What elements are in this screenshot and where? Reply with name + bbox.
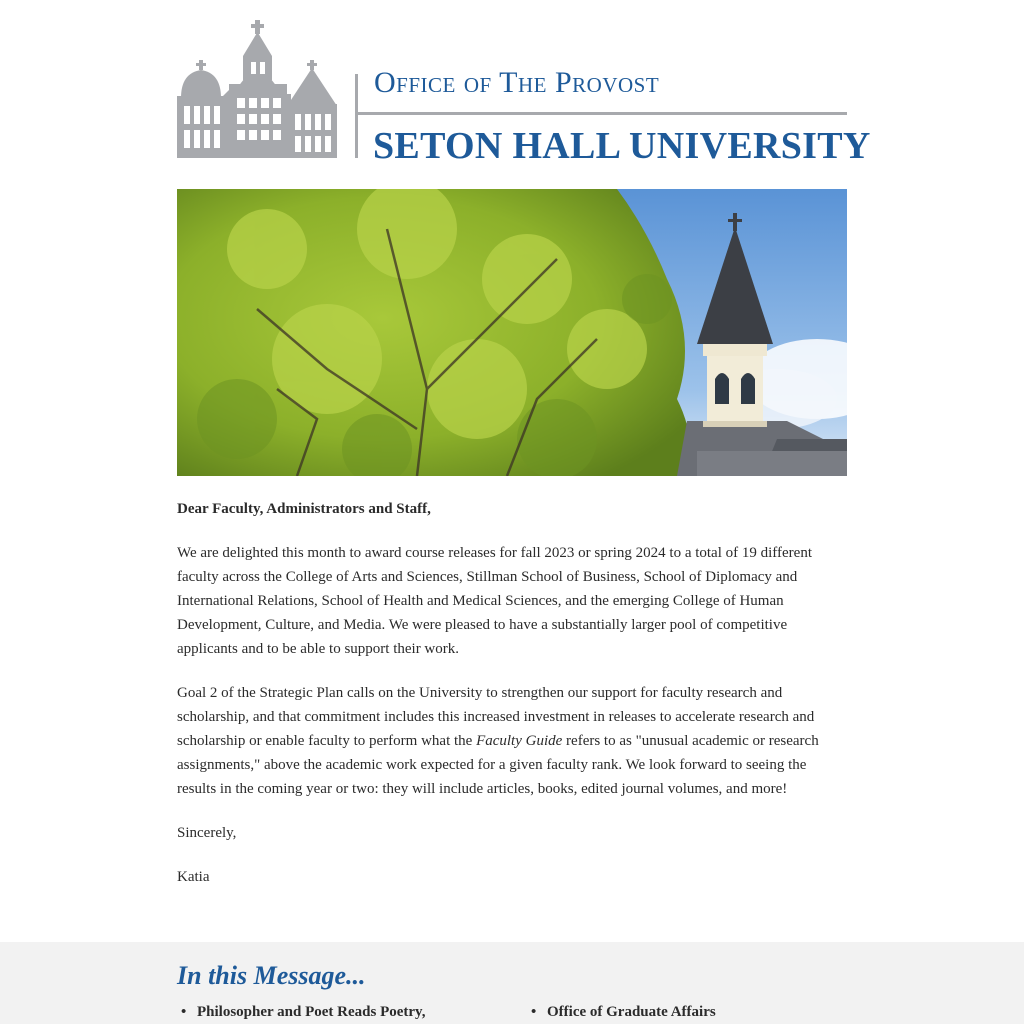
paragraph-course-releases: We are delighted this month to award course releases for fall 2023 or spring 2024 to a total of 19 different faculty across the College of Arts and Sciences, Stillman School of Business, School of Diplomacy and International Relations, School of Health and Medical Sciences, and the emerging College of Human Development, Culture, and Media. We were pleased to have a substantially larger pool of competitive applicants and to be able to support their work. xyxy=(177,545,812,657)
topic-link-philosopher-poet[interactable]: • Philosopher and Poet Reads Poetry, xyxy=(177,1004,425,1021)
paragraph-strategic-plan-part2: refers to as "unusual academic or research assignments," above the academic work expected for a given faculty rank. We look forward to seeing the results in the coming year or two: they will include articles, books, edited journal volumes, and more! xyxy=(177,733,819,797)
logo-horizontal-divider xyxy=(355,112,847,115)
office-of-the-provost-text: Office of The Provost xyxy=(374,66,660,99)
signature: Katia xyxy=(177,869,210,885)
in-this-message-heading: In this Message... xyxy=(177,961,366,990)
header-logo[interactable] xyxy=(177,0,871,189)
seton-hall-church-logo-icon xyxy=(177,18,342,160)
faculty-guide-title: Faculty Guide xyxy=(476,733,563,749)
greeting: Dear Faculty, Administrators and Staff, xyxy=(177,501,431,517)
topic-link-graduate-affairs[interactable]: • Office of Graduate Affairs xyxy=(527,1004,716,1021)
campus-tree-and-steeple-image xyxy=(177,189,847,476)
paragraph-strategic-plan xyxy=(177,681,847,801)
closing: Sincerely, xyxy=(177,825,237,841)
letter-body xyxy=(177,476,847,889)
in-this-message-section xyxy=(0,942,1024,1024)
logo-vertical-divider xyxy=(355,74,358,158)
email-content xyxy=(177,0,871,889)
paragraph-strategic-plan-part1: Goal 2 of the Strategic Plan calls on the University to strengthen our support for faculty research and scholarship, and that commitment includes this increased investment in releases to accelerate research and scholarship or enable faculty to perform what the xyxy=(177,685,815,749)
university-name-text: SETON HALL UNIVERSITY xyxy=(373,125,871,167)
